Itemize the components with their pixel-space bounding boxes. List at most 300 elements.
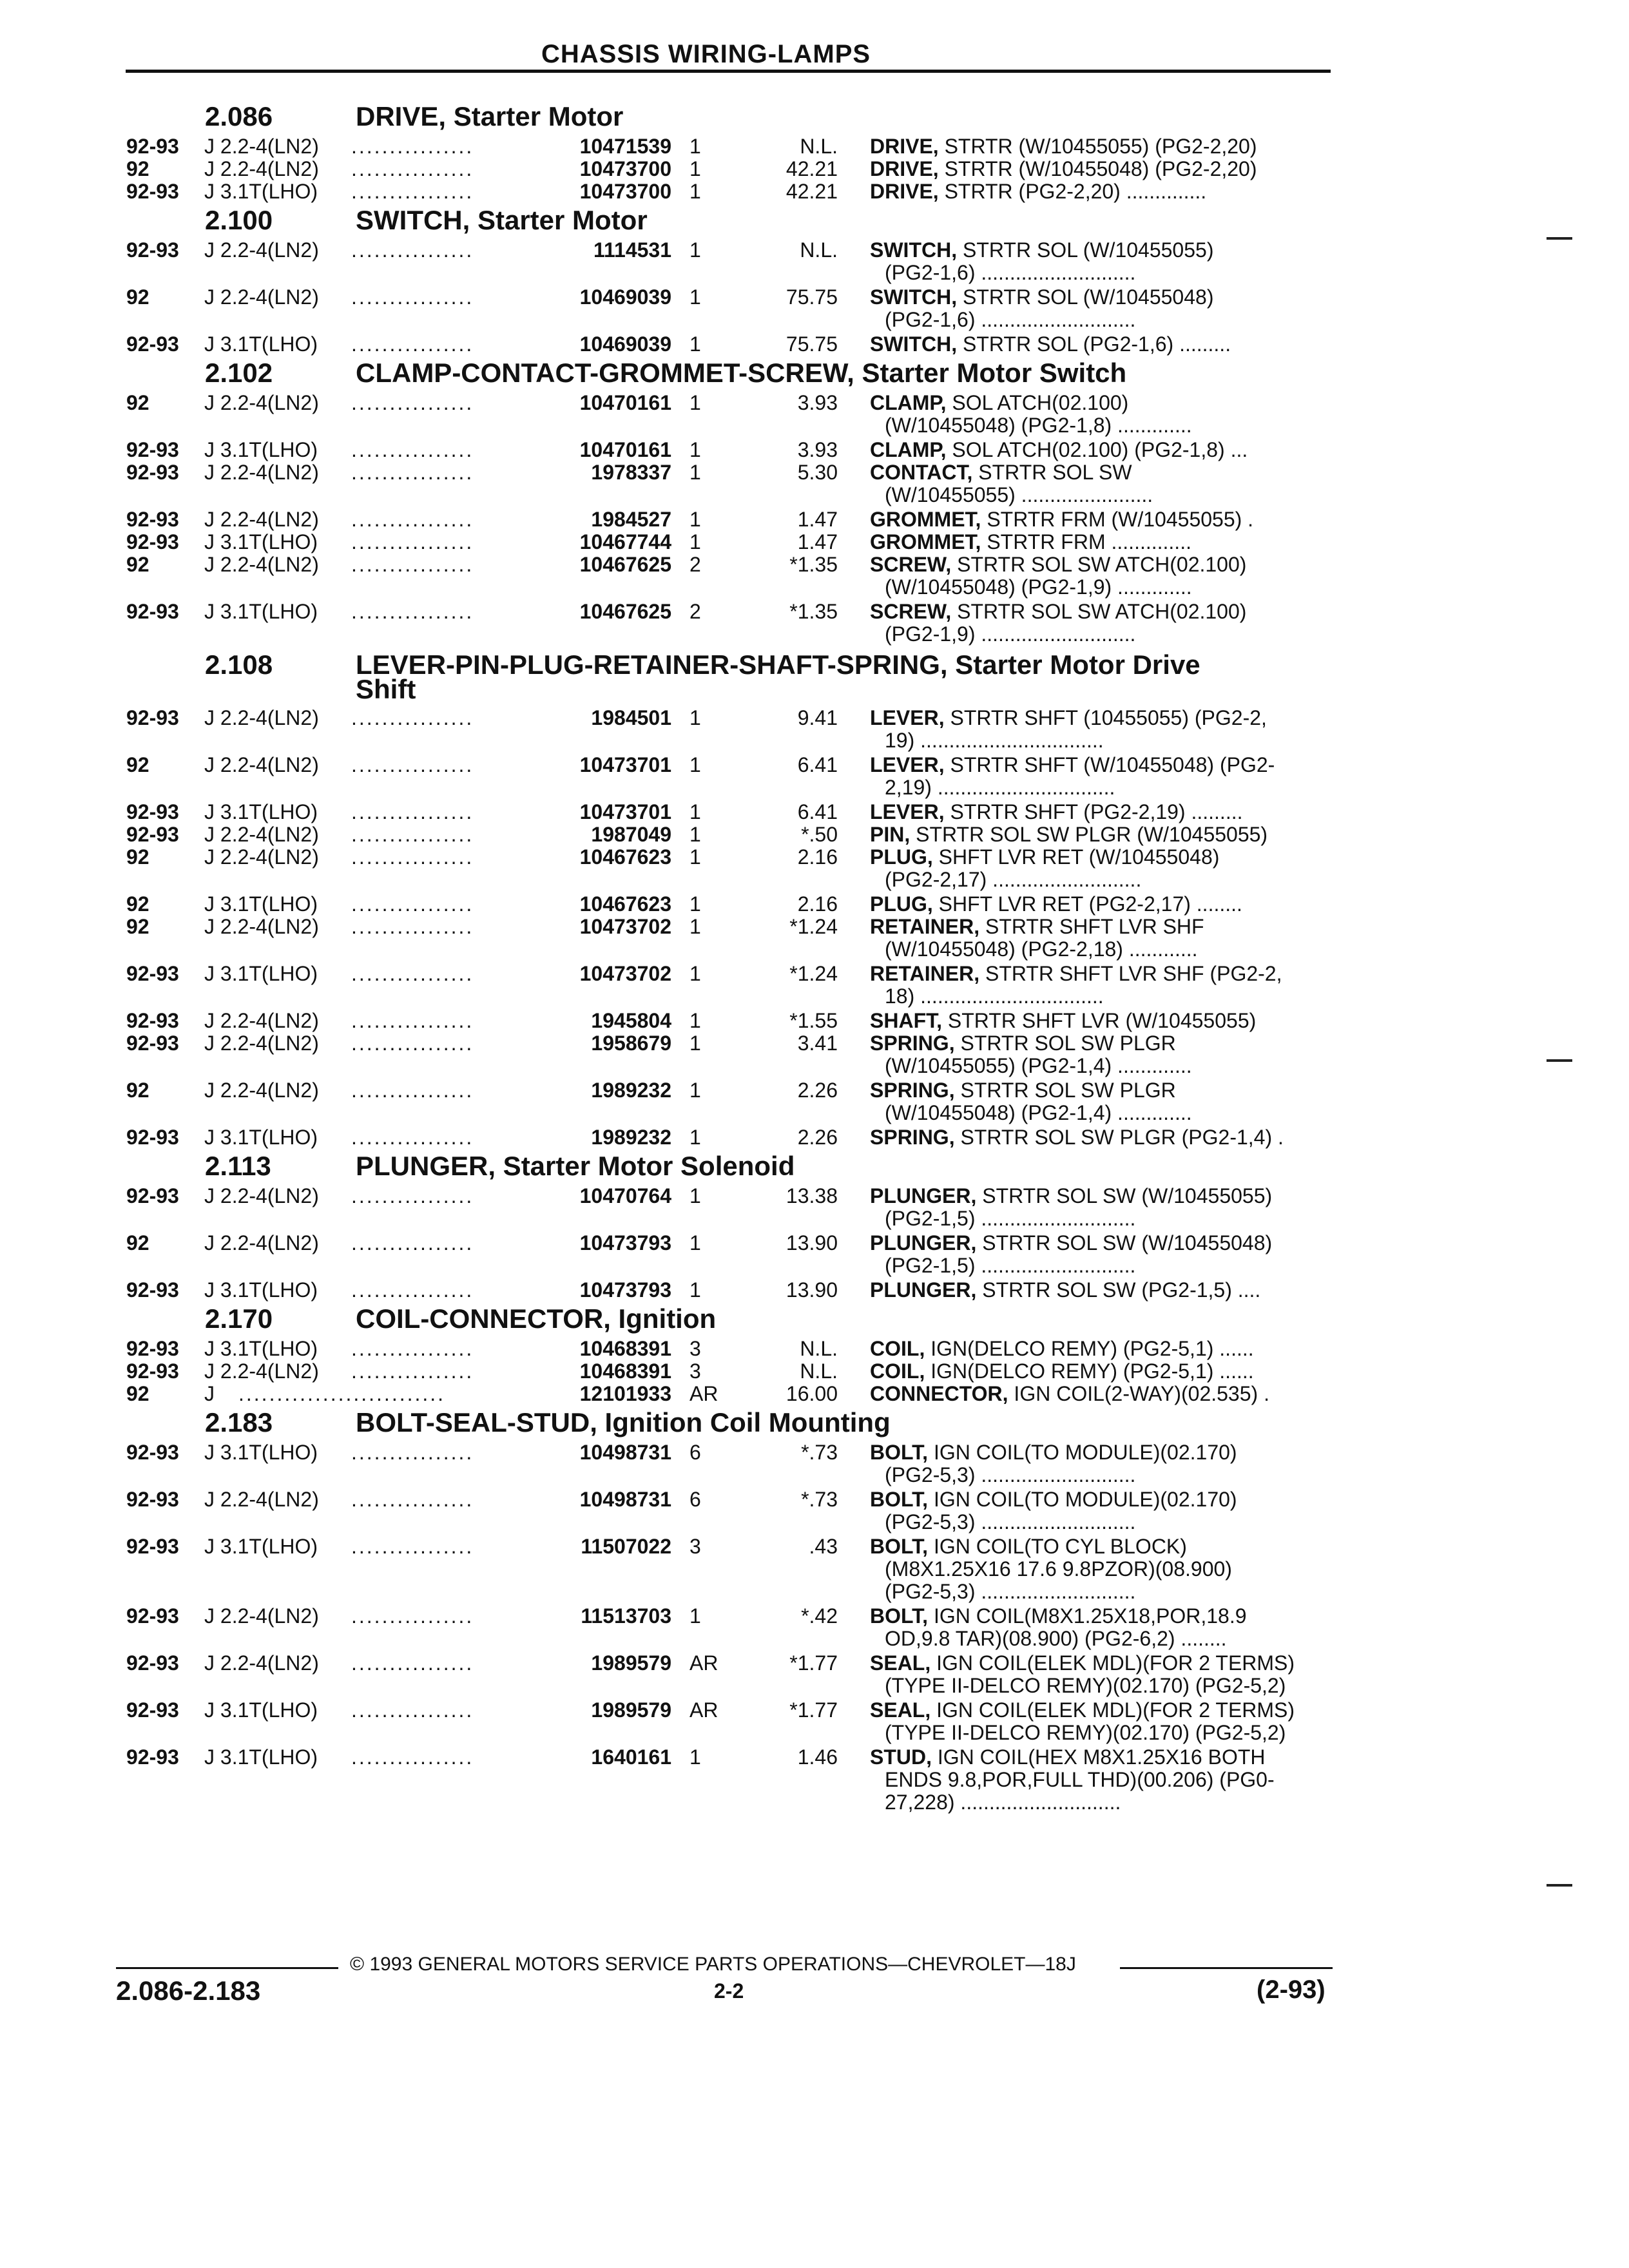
price: N.L. — [800, 1337, 838, 1360]
part-row — [0, 706, 1629, 729]
part-detail: STRTR (PG2-2,20) .............. — [938, 180, 1207, 203]
part-number: 10469039 — [579, 332, 671, 356]
part-number: 1640161 — [591, 1745, 671, 1769]
engine-code: J 3.1T(LHO) — [204, 1698, 318, 1722]
part-number: 1984527 — [591, 508, 671, 531]
price: *.73 — [801, 1488, 838, 1511]
description-continuation: (TYPE II-DELCO REMY)(02.170) (PG2-5,2) — [885, 1674, 1286, 1697]
part-detail: STRTR SOL (W/10455048) — [957, 285, 1214, 309]
description-continuation: (W/10455048) (PG2-1,8) ............. — [885, 414, 1192, 437]
part-description — [870, 332, 1334, 356]
section-number: 2.183 — [205, 1407, 273, 1437]
engine-code: J 2.2-4(LN2) — [204, 1604, 319, 1628]
quantity: 1 — [689, 1231, 701, 1254]
part-name: BOLT, — [870, 1535, 929, 1558]
part-name: RETAINER, — [870, 962, 980, 985]
price: 2.16 — [797, 845, 838, 869]
model-year: 92-93 — [126, 1009, 179, 1032]
price: 1.47 — [797, 530, 838, 553]
quantity: 1 — [689, 915, 701, 938]
part-number: 1984501 — [591, 706, 671, 729]
part-number: 10467623 — [579, 892, 671, 916]
model-year: 92 — [126, 391, 149, 414]
part-detail: STRTR SHFT LVR SHF — [979, 915, 1204, 938]
quantity: 1 — [689, 391, 701, 414]
part-detail: STRTR SOL SW (W/10455055) — [976, 1184, 1273, 1207]
quantity: 3 — [689, 1337, 701, 1360]
leader-dots: ................ — [351, 1184, 474, 1207]
price: 3.93 — [797, 391, 838, 414]
model-year: 92-93 — [126, 600, 179, 623]
part-number: 10473702 — [579, 915, 671, 938]
section-number: 2.113 — [205, 1151, 271, 1181]
description-continuation: (W/10455048) (PG2-2,18) ............ — [885, 937, 1198, 961]
part-row — [0, 1604, 1629, 1628]
price: 42.21 — [786, 180, 838, 203]
part-name: PLUG, — [870, 892, 933, 916]
section-number: 2.100 — [205, 205, 273, 235]
part-detail: STRTR SOL SW PLGR (W/10455055) — [910, 823, 1268, 846]
leader-dots: ................ — [351, 915, 474, 938]
leader-dots: ................ — [351, 391, 474, 414]
part-detail: SHFT LVR RET (PG2-2,17) ........ — [932, 892, 1242, 916]
part-detail: SOL ATCH(02.100) (PG2-1,8) ... — [946, 438, 1248, 461]
model-year: 92-93 — [126, 180, 179, 203]
part-name: SPRING, — [870, 1079, 955, 1102]
quantity: 1 — [689, 1009, 701, 1032]
part-detail: STRTR SOL SW PLGR — [954, 1079, 1176, 1102]
part-description — [870, 508, 1334, 532]
part-number: 10467625 — [579, 600, 671, 623]
engine-code: J 2.2-4(LN2) — [204, 1488, 319, 1511]
part-detail: IGN COIL(ELEK MDL)(FOR 2 TERMS) — [930, 1651, 1295, 1675]
quantity: 6 — [689, 1441, 701, 1464]
part-detail: STRTR FRM (W/10455055) . — [981, 508, 1254, 531]
part-description — [870, 461, 1334, 485]
engine-code: J 3.1T(LHO) — [204, 600, 318, 623]
part-detail: IGN(DELCO REMY) (PG2-5,1) ...... — [925, 1337, 1254, 1360]
part-number: 1958679 — [591, 1032, 671, 1055]
part-row — [0, 1651, 1629, 1675]
engine-code: J 2.2-4(LN2) — [204, 1079, 319, 1102]
part-row — [0, 530, 1629, 553]
leader-dots: ................ — [351, 962, 474, 985]
part-row — [0, 1032, 1629, 1055]
part-number: 1989579 — [591, 1698, 671, 1722]
page-title: CHASSIS WIRING-LAMPS — [541, 40, 871, 68]
engine-code: J 2.2-4(LN2) — [204, 915, 319, 938]
description-continuation: 19) ................................ — [885, 729, 1104, 752]
price: .43 — [809, 1535, 838, 1558]
part-name: SCREW, — [870, 553, 952, 576]
price: 2.26 — [797, 1079, 838, 1102]
part-number: 10473701 — [579, 753, 671, 776]
model-year: 92-93 — [126, 1337, 179, 1360]
part-row — [0, 180, 1629, 203]
part-name: PLUG, — [870, 845, 933, 869]
engine-code: J 2.2-4(LN2) — [204, 823, 319, 846]
part-description — [870, 823, 1334, 847]
quantity: 3 — [689, 1535, 701, 1558]
part-description — [870, 135, 1334, 159]
part-description — [870, 238, 1334, 262]
quantity: 1 — [689, 1745, 701, 1769]
engine-code: J 3.1T(LHO) — [204, 332, 318, 356]
part-name: PLUNGER, — [870, 1278, 977, 1302]
description-continuation: (W/10455048) (PG2-1,4) ............. — [885, 1101, 1192, 1124]
engine-code: J 2.2-4(LN2) — [204, 753, 319, 776]
model-year: 92-93 — [126, 508, 179, 531]
engine-code: J 3.1T(LHO) — [204, 530, 318, 553]
description-continuation: 27,228) ............................ — [885, 1791, 1121, 1814]
engine-code: J 2.2-4(LN2) — [204, 1360, 319, 1383]
price: 75.75 — [786, 332, 838, 356]
engine-code: J 2.2-4(LN2) — [204, 1231, 319, 1254]
engine-code: J 3.1T(LHO) — [204, 800, 318, 823]
part-number: 1989579 — [591, 1651, 671, 1675]
part-name: GROMMET, — [870, 530, 981, 553]
part-description — [870, 1231, 1334, 1255]
leader-dots: ................ — [351, 1231, 474, 1254]
quantity: 1 — [689, 845, 701, 869]
part-name: RETAINER, — [870, 915, 980, 938]
model-year: 92-93 — [126, 1032, 179, 1055]
description-continuation: (W/10455055) ....................... — [885, 483, 1153, 506]
part-name: CLAMP, — [870, 438, 947, 461]
model-year: 92-93 — [126, 135, 179, 158]
part-number: 10498731 — [579, 1488, 671, 1511]
model-year: 92-93 — [126, 1488, 179, 1511]
price: 9.41 — [797, 706, 838, 729]
part-name: SPRING, — [870, 1126, 955, 1149]
model-year: 92-93 — [126, 1745, 179, 1769]
model-year: 92 — [126, 1382, 149, 1405]
price: *1.24 — [789, 962, 838, 985]
part-row — [0, 915, 1629, 938]
part-detail: STRTR SOL (PG2-1,6) ......... — [957, 332, 1231, 356]
section-title: CLAMP-CONTACT-GROMMET-SCREW, Starter Motor Switch — [356, 358, 1127, 388]
part-number: 10467625 — [579, 553, 671, 576]
revision-date: (2-93) — [1257, 1975, 1325, 2004]
price: 1.47 — [797, 508, 838, 531]
price: *.50 — [801, 823, 838, 846]
leader-dots: ................ — [351, 753, 474, 776]
quantity: 1 — [689, 157, 701, 180]
quantity: 1 — [689, 1184, 701, 1207]
engine-code: J 2.2-4(LN2) — [204, 1651, 319, 1675]
part-detail: STRTR (W/10455048) (PG2-2,20) — [938, 157, 1257, 180]
model-year: 92-93 — [126, 706, 179, 729]
price: *1.77 — [789, 1651, 838, 1675]
part-detail: STRTR SHFT (10455055) (PG2-2, — [944, 706, 1267, 729]
part-detail: IGN(DELCO REMY) (PG2-5,1) ...... — [925, 1360, 1254, 1383]
part-description — [870, 1032, 1334, 1055]
part-name: PLUNGER, — [870, 1231, 977, 1254]
part-description — [870, 438, 1334, 462]
engine-code: J 3.1T(LHO) — [204, 180, 318, 203]
section-title: SWITCH, Starter Motor — [356, 205, 648, 235]
part-row — [0, 332, 1629, 356]
part-detail: IGN COIL(2-WAY)(02.535) . — [1008, 1382, 1269, 1405]
part-description — [870, 391, 1334, 415]
description-continuation: (PG2-5,3) ........................... — [885, 1510, 1136, 1533]
part-name: SCREW, — [870, 600, 952, 623]
leader-dots: ................ — [351, 1604, 474, 1628]
price: 5.30 — [797, 461, 838, 484]
quantity: 1 — [689, 1278, 701, 1302]
quantity: 1 — [689, 438, 701, 461]
model-year: 92-93 — [126, 962, 179, 985]
part-description — [870, 180, 1334, 204]
model-year: 92-93 — [126, 1184, 179, 1207]
part-row — [0, 962, 1629, 985]
leader-dots: ................ — [351, 800, 474, 823]
leader-dots: ................ — [351, 1032, 474, 1055]
part-row — [0, 438, 1629, 461]
engine-code: J 3.1T(LHO) — [204, 1745, 318, 1769]
part-row — [0, 892, 1629, 916]
model-year: 92-93 — [126, 1535, 179, 1558]
part-name: SEAL, — [870, 1651, 931, 1675]
part-name: CONTACT, — [870, 461, 973, 484]
part-description — [870, 1126, 1334, 1149]
price: 16.00 — [786, 1382, 838, 1405]
part-number: 11507022 — [581, 1535, 671, 1558]
model-year: 92-93 — [126, 530, 179, 553]
margin-mark — [1547, 1059, 1572, 1062]
part-name: SEAL, — [870, 1698, 931, 1722]
part-number: 10473793 — [579, 1278, 671, 1302]
section-range: 2.086-2.183 — [116, 1975, 261, 2006]
price: 6.41 — [797, 753, 838, 776]
quantity: 2 — [689, 600, 701, 623]
leader-dots: ................ — [351, 157, 474, 180]
copyright-text: © 1993 GENERAL MOTORS SERVICE PARTS OPERATIONS—CHEVROLET—18J — [350, 1954, 1076, 1975]
model-year: 92-93 — [126, 1360, 179, 1383]
part-row — [0, 1009, 1629, 1032]
quantity: 1 — [689, 1032, 701, 1055]
part-description — [870, 1337, 1334, 1361]
part-detail: IGN COIL(TO CYL BLOCK) — [928, 1535, 1187, 1558]
leader-dots: ................ — [351, 438, 474, 461]
price: 42.21 — [786, 157, 838, 180]
part-description — [870, 1698, 1334, 1722]
model-year: 92 — [126, 753, 149, 776]
price: N.L. — [800, 135, 838, 158]
part-detail: IGN COIL(ELEK MDL)(FOR 2 TERMS) — [930, 1698, 1295, 1722]
part-number: 10473700 — [579, 157, 671, 180]
part-row — [0, 461, 1629, 484]
description-continuation: (M8X1.25X16 17.6 9.8PZOR)(08.900) — [885, 1557, 1232, 1581]
quantity: 1 — [689, 1126, 701, 1149]
part-name: COIL, — [870, 1360, 925, 1383]
quantity: AR — [689, 1698, 718, 1722]
section-title-continued: Shift — [356, 674, 416, 704]
part-row — [0, 1079, 1629, 1102]
part-description — [870, 1009, 1334, 1033]
price: *1.77 — [789, 1698, 838, 1722]
part-row — [0, 157, 1629, 180]
quantity: 1 — [689, 892, 701, 916]
part-description — [870, 915, 1334, 939]
part-description — [870, 1651, 1334, 1675]
engine-code: J 3.1T(LHO) — [204, 962, 318, 985]
part-detail: STRTR SOL SW PLGR — [954, 1032, 1176, 1055]
section-title: LEVER-PIN-PLUG-RETAINER-SHAFT-SPRING, Starter Motor Drive — [356, 649, 1200, 680]
part-row — [0, 1184, 1629, 1207]
part-detail: STRTR SOL SW PLGR (PG2-1,4) . — [954, 1126, 1284, 1149]
part-name: LEVER, — [870, 753, 945, 776]
quantity: 1 — [689, 461, 701, 484]
leader-dots: ................ — [351, 1278, 474, 1302]
quantity: 1 — [689, 1604, 701, 1628]
leader-dots: ................ — [351, 461, 474, 484]
price: 3.93 — [797, 438, 838, 461]
model-year: 92-93 — [126, 1604, 179, 1628]
price: *1.35 — [789, 600, 838, 623]
part-name: SPRING, — [870, 1032, 955, 1055]
part-name: LEVER, — [870, 706, 945, 729]
model-year: 92-93 — [126, 1126, 179, 1149]
engine-code: J 2.2-4(LN2) — [204, 461, 319, 484]
section-number: 2.170 — [205, 1303, 273, 1334]
engine-code: J 3.1T(LHO) — [204, 438, 318, 461]
part-row — [0, 753, 1629, 776]
quantity: 2 — [689, 553, 701, 576]
model-year: 92-93 — [126, 1651, 179, 1675]
description-continuation: (PG2-1,9) ........................... — [885, 622, 1136, 646]
part-description — [870, 1441, 1334, 1465]
price: *1.55 — [789, 1009, 838, 1032]
part-number: 10473793 — [579, 1231, 671, 1254]
part-number: 10468391 — [579, 1337, 671, 1360]
engine-code: J 3.1T(LHO) — [204, 1337, 318, 1360]
section-title: PLUNGER, Starter Motor Solenoid — [356, 1151, 795, 1181]
part-description — [870, 1535, 1334, 1559]
part-number: 1987049 — [591, 823, 671, 846]
description-continuation: (W/10455048) (PG2-1,9) ............. — [885, 575, 1192, 599]
leader-dots: ................ — [351, 180, 474, 203]
quantity: 1 — [689, 332, 701, 356]
engine-code: J 2.2-4(LN2) — [204, 553, 319, 576]
section-number: 2.102 — [205, 358, 273, 388]
part-number: 10470764 — [579, 1184, 671, 1207]
quantity: 1 — [689, 962, 701, 985]
quantity: 1 — [689, 238, 701, 262]
model-year: 92 — [126, 892, 149, 916]
part-detail: STRTR SHFT (PG2-2,19) ......... — [944, 800, 1243, 823]
model-year: 92-93 — [126, 1278, 179, 1302]
footer-rule-right — [1120, 1967, 1333, 1969]
margin-mark — [1547, 237, 1572, 240]
leader-dots: ................ — [351, 1535, 474, 1558]
engine-code: J 2.2-4(LN2) — [204, 845, 319, 869]
engine-code: J 2.2-4(LN2) — [204, 285, 319, 309]
part-number: 10468391 — [579, 1360, 671, 1383]
part-description — [870, 530, 1334, 554]
part-number: 10471539 — [579, 135, 671, 158]
part-description — [870, 285, 1334, 309]
description-continuation: (PG2-5,3) ........................... — [885, 1463, 1136, 1486]
model-year: 92-93 — [126, 1698, 179, 1722]
part-description — [870, 1488, 1334, 1512]
part-row — [0, 1382, 1629, 1405]
price: 6.41 — [797, 800, 838, 823]
quantity: 1 — [689, 180, 701, 203]
part-number: 10473701 — [579, 800, 671, 823]
leader-dots: ................ — [351, 1360, 474, 1383]
description-continuation: (PG2-1,6) ........................... — [885, 308, 1136, 331]
part-row — [0, 1441, 1629, 1464]
part-detail: STRTR SOL SW ATCH(02.100) — [951, 600, 1247, 623]
part-name: PLUNGER, — [870, 1184, 977, 1207]
part-detail: STRTR SOL SW ATCH(02.100) — [951, 553, 1247, 576]
price: *.73 — [801, 1441, 838, 1464]
part-description — [870, 1745, 1334, 1769]
part-number: 1989232 — [591, 1126, 671, 1149]
model-year: 92 — [126, 553, 149, 576]
part-name: SWITCH, — [870, 285, 958, 309]
quantity: 1 — [689, 823, 701, 846]
part-detail: STRTR SHFT LVR (W/10455055) — [942, 1009, 1257, 1032]
part-row — [0, 1360, 1629, 1383]
engine-code: J 2.2-4(LN2) — [204, 1184, 319, 1207]
engine-code: J — [204, 1382, 215, 1405]
model-year: 92 — [126, 845, 149, 869]
leader-dots: ................ — [351, 1079, 474, 1102]
section-title: COIL-CONNECTOR, Ignition — [356, 1303, 717, 1334]
quantity: 1 — [689, 135, 701, 158]
part-number: 10498731 — [579, 1441, 671, 1464]
part-row — [0, 845, 1629, 869]
part-number: 11513703 — [581, 1604, 671, 1628]
price: 2.16 — [797, 892, 838, 916]
part-number: 10467623 — [579, 845, 671, 869]
part-row — [0, 1488, 1629, 1511]
price: 13.38 — [786, 1184, 838, 1207]
quantity: 1 — [689, 753, 701, 776]
part-detail: IGN COIL(TO MODULE)(02.170) — [928, 1441, 1237, 1464]
leader-dots: ................ — [351, 1126, 474, 1149]
description-continuation: (PG2-1,6) ........................... — [885, 261, 1136, 284]
part-description — [870, 892, 1334, 916]
part-row — [0, 285, 1629, 309]
model-year: 92-93 — [126, 238, 179, 262]
model-year: 92-93 — [126, 1441, 179, 1464]
part-number: 10467744 — [579, 530, 671, 553]
part-name: LEVER, — [870, 800, 945, 823]
model-year: 92-93 — [126, 461, 179, 484]
model-year: 92-93 — [126, 332, 179, 356]
leader-dots: ................ — [351, 1651, 474, 1675]
part-row — [0, 238, 1629, 262]
part-name: CONNECTOR, — [870, 1382, 1008, 1405]
leader-dots: ................ — [351, 1337, 474, 1360]
leader-dots: ................ — [351, 508, 474, 531]
model-year: 92 — [126, 285, 149, 309]
quantity: 1 — [689, 508, 701, 531]
engine-code: J 2.2-4(LN2) — [204, 135, 319, 158]
engine-code: J 3.1T(LHO) — [204, 1126, 318, 1149]
model-year: 92 — [126, 157, 149, 180]
part-name: PIN, — [870, 823, 911, 846]
part-row — [0, 1745, 1629, 1769]
engine-code: J 2.2-4(LN2) — [204, 1032, 319, 1055]
model-year: 92-93 — [126, 823, 179, 846]
part-detail: STRTR (W/10455055) (PG2-2,20) — [938, 135, 1257, 158]
part-name: SHAFT, — [870, 1009, 942, 1032]
part-number: 10470161 — [579, 391, 671, 414]
